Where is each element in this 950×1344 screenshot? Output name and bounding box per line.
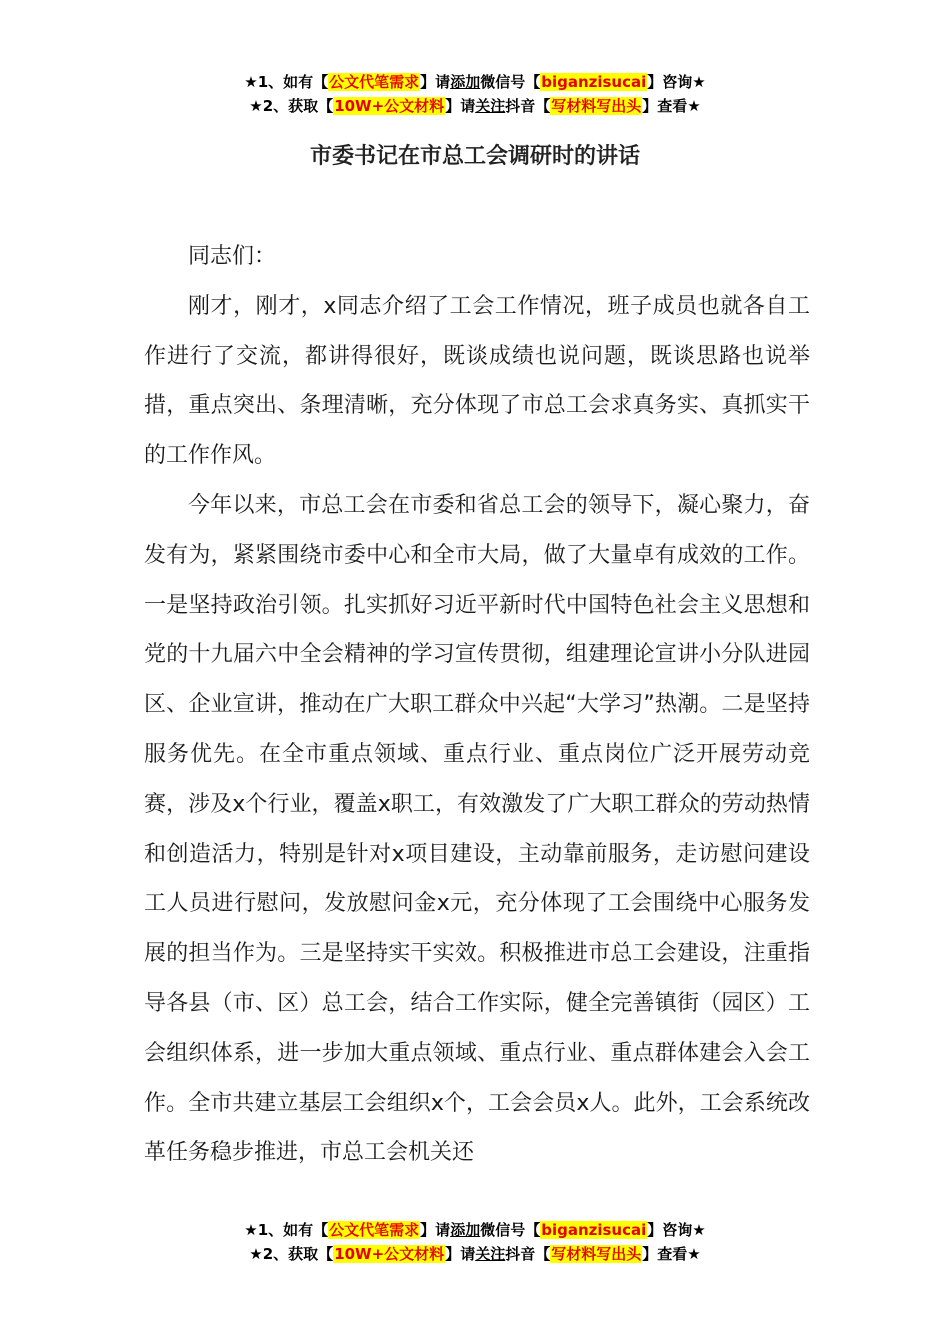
banner-underline-text: 添加 xyxy=(450,73,481,91)
banner-highlight: 10W+公文材料 xyxy=(334,97,445,115)
banner-text: 】请 xyxy=(445,1245,476,1263)
paragraph: 刚才，刚才，x同志介绍了工会工作情况，班子成员也就各自工作进行了交流，都讲得很好，既谈成绩也说问题，既谈思路也说举措，重点突出、条理清晰，充分体现了市总工会求真务实、真抓实干的工作作风。 xyxy=(144,293,810,469)
footer-banner-line-1 xyxy=(0,1218,950,1242)
salutation: 同志们： xyxy=(188,244,277,269)
banner-highlight: biganzisucai xyxy=(541,1221,647,1239)
banner-underline-text: 关注 xyxy=(475,1245,506,1263)
banner-highlight: 公文代笔需求 xyxy=(329,1221,420,1239)
banner-text: 微信号【 xyxy=(480,73,541,91)
header-banner xyxy=(0,70,950,118)
header-banner-line-2 xyxy=(0,94,950,118)
banner-text: 】请 xyxy=(420,1221,451,1239)
banner-highlight: 写材料写出头 xyxy=(551,97,642,115)
banner-text: 】请 xyxy=(420,73,451,91)
banner-underline-text: 添加 xyxy=(450,1221,481,1239)
paragraph: 今年以来，市总工会在市委和省总工会的领导下，凝心聚力，奋发有为，紧紧围绕市委中心和全市大局，做了大量卓有成效的工作。一是坚持政治引领。扎实抓好习近平新时代中国特色社会主义思想和党的十九届六中全会精神的学习宣传贯彻，组建理论宣讲小分队进园区、企业宣讲，推动在广大职工群众中兴起“大学习”热潮。二是坚持服务优先。在全市重点领域、重点行业、重点岗位广泛开展劳动竞赛，涉及x个行业，覆盖x职工，有效激发了广大职工群众的劳动热情和创造活力，特别是针对x项目建设，主动靠前服务，走访慰问建设工人员进行慰问，发放慰问金x元，充分体现了工会围绕中心服务发展的担当作为。三是坚持实干实效。积极推进市总工会建设，注重指导各县（市、区）总工会，结合工作实际，健全完善镇街（园区）工会组织体系，进一步加大重点领域、重点行业、重点群体建会入会工作。全市共建立基层工会组织x个，工会会员x人。此外，工会系统改革任务稳步推进，市总工会机关还 xyxy=(144,492,810,1166)
footer-banner-line-2 xyxy=(0,1242,950,1266)
header-banner-line-1 xyxy=(0,70,950,94)
banner-text: 】查看★ xyxy=(642,1245,701,1263)
banner-text: ★1、如有【 xyxy=(244,1221,329,1239)
banner-text: 】咨询★ xyxy=(647,1221,706,1239)
banner-highlight: biganzisucai xyxy=(541,73,647,91)
banner-text: ★2、获取【 xyxy=(249,97,334,115)
footer-banner xyxy=(0,1218,950,1266)
banner-highlight: 公文代笔需求 xyxy=(329,73,420,91)
banner-highlight: 10W+公文材料 xyxy=(334,1245,445,1263)
document-body xyxy=(144,232,810,1178)
banner-underline-text: 关注 xyxy=(475,97,506,115)
banner-text: 微信号【 xyxy=(480,1221,541,1239)
banner-highlight: 写材料写出头 xyxy=(551,1245,642,1263)
banner-text: 抖音【 xyxy=(505,1245,551,1263)
banner-text: 】请 xyxy=(445,97,476,115)
banner-text: ★2、获取【 xyxy=(249,1245,334,1263)
banner-text: ★1、如有【 xyxy=(244,73,329,91)
banner-text: 抖音【 xyxy=(505,97,551,115)
document-title: 市委书记在市总工会调研时的讲话 xyxy=(309,144,640,169)
banner-text: 】咨询★ xyxy=(647,73,706,91)
banner-text: 】查看★ xyxy=(642,97,701,115)
